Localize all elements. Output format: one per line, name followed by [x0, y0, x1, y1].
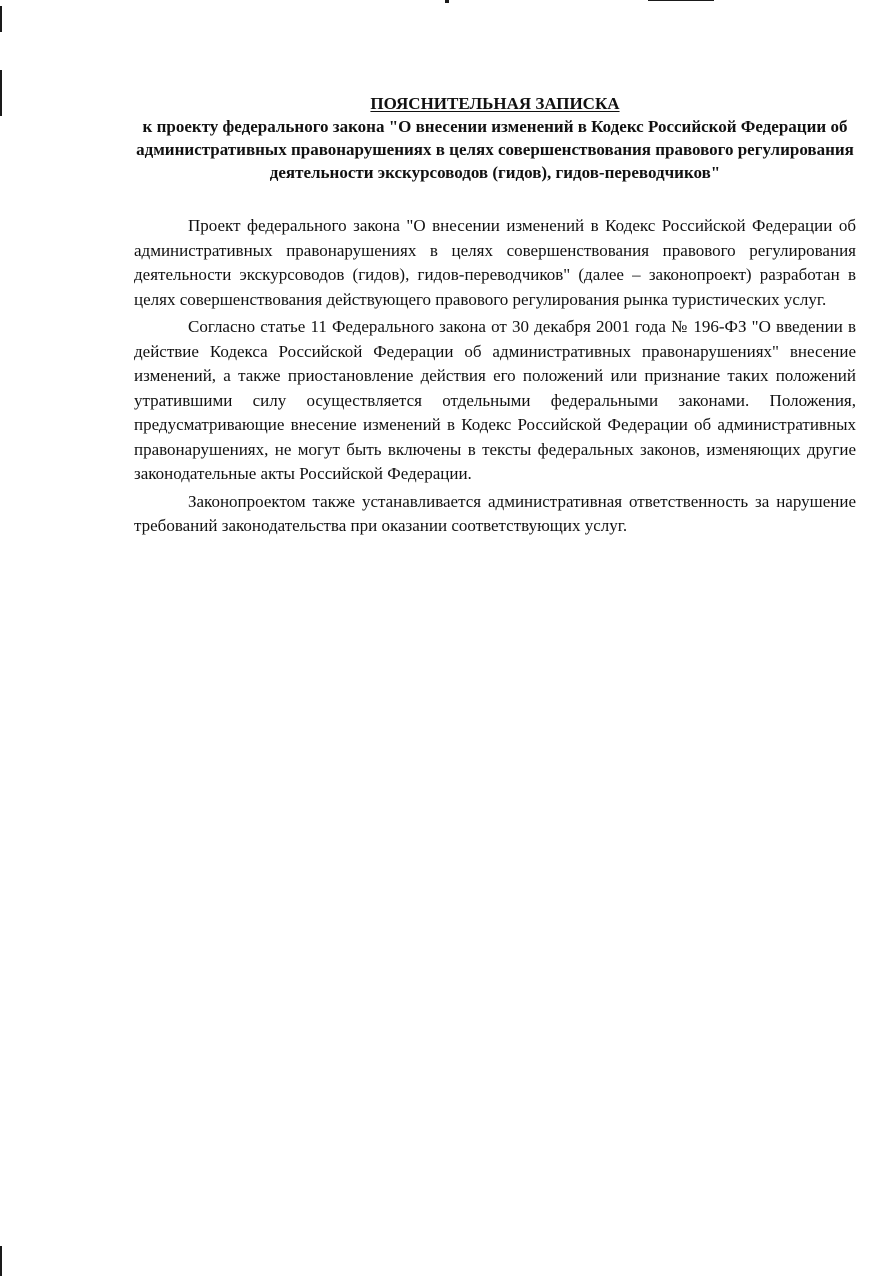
scan-edge-mark — [648, 0, 714, 1]
paragraph: Законопроектом также устанавливается административная ответственность за нарушение требований законодательства при оказании соответствующих услуг. — [134, 491, 856, 535]
document-heading — [134, 92, 856, 184]
document-body — [134, 214, 856, 539]
document-subtitle: к проекту федерального закона "О внесении изменений в Кодекс Российской Федерации об административных правонарушениях в целях совершенствования правового регулирования деятельности экскурсоводов (гидов), гидов-переводчиков" — [136, 117, 854, 182]
scan-edge-mark — [0, 70, 2, 116]
paragraph: Проект федерального закона "О внесении изменений в Кодекс Российской Федерации об административных правонарушениях в целях совершенствования правового регулирования деятельности экскурсоводов (гидов), гидов-переводчиков" (далее – законопроект) разработан в целях совершенствования действующего правового регулирования рынка туристических услуг. — [134, 216, 856, 309]
scan-edge-mark — [445, 0, 449, 3]
paragraph: Согласно статье 11 Федерального закона от 30 декабря 2001 года № 196-ФЗ "О введении в действие Кодекса Российской Федерации об административных правонарушениях" внесение изменений, а также приостановление действия его положений или признание таких положений утратившими силу осуществляется отдельными федеральными законами. Положения, предусматривающие внесение изменений в Кодекс Российской Федерации об административных правонарушениях, не могут быть включены в тексты федеральных законов, изменяющих другие законодательные акты Российской Федерации. — [134, 317, 856, 483]
scan-edge-mark — [0, 6, 2, 32]
document-title: ПОЯСНИТЕЛЬНАЯ ЗАПИСКА — [370, 94, 620, 113]
scan-edge-mark — [0, 1246, 2, 1276]
document-page — [134, 92, 856, 539]
